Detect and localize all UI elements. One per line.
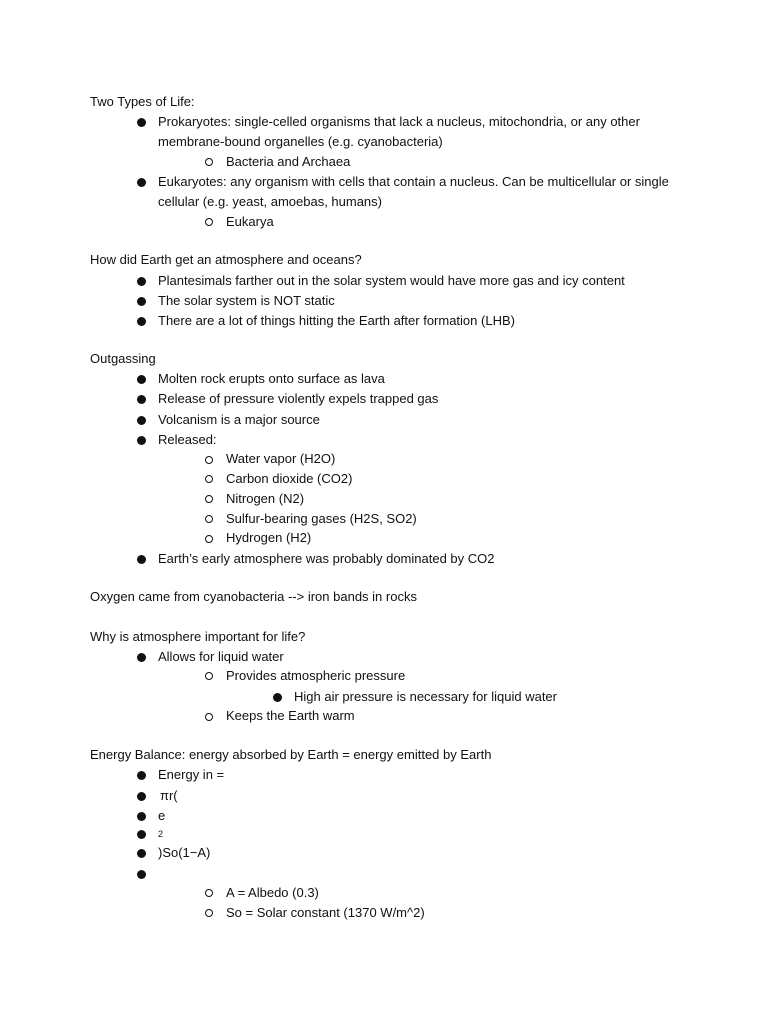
bullet-icon bbox=[137, 812, 146, 821]
list-item-energy-in: Energy in = bbox=[158, 767, 225, 782]
heading-atmosphere-importance: Why is atmosphere important for life? bbox=[90, 629, 306, 644]
sub-sub-item-high-pressure: High air pressure is necessary for liquid water bbox=[294, 689, 557, 704]
sub-item-albedo: A = Albedo (0.3) bbox=[226, 885, 319, 900]
bullet-icon bbox=[137, 870, 146, 879]
sub-item-gas: Sulfur-bearing gases (H2S, SO2) bbox=[226, 511, 417, 526]
sub-item-gas: Water vapor (H2O) bbox=[226, 451, 336, 466]
circle-bullet-icon bbox=[205, 456, 213, 464]
list-item-liquid-water: Allows for liquid water bbox=[158, 649, 284, 664]
list-item: Release of pressure violently expels trapped gas bbox=[158, 391, 439, 406]
circle-bullet-icon bbox=[205, 535, 213, 543]
list-item-prokaryotes-cont: membrane-bound organelles (e.g. cyanobacteria) bbox=[158, 134, 443, 149]
list-item: Volcanism is a major source bbox=[158, 412, 320, 427]
sub-item-solar-constant: So = Solar constant (1370 W/m^2) bbox=[226, 905, 425, 920]
list-item-early-atmosphere: Earth’s early atmosphere was probably dominated by CO2 bbox=[158, 551, 495, 566]
sub-item-gas: Nitrogen (N2) bbox=[226, 491, 305, 506]
bullet-icon bbox=[137, 277, 146, 286]
circle-bullet-icon bbox=[205, 672, 213, 680]
bullet-icon bbox=[137, 771, 146, 780]
bullet-icon bbox=[137, 297, 146, 306]
list-item-prokaryotes: Prokaryotes: single-celled organisms that lack a nucleus, mitochondria, or any other bbox=[158, 114, 640, 129]
list-item-so-1-a: )So(1−A) bbox=[158, 845, 211, 860]
circle-bullet-icon bbox=[205, 218, 213, 226]
bullet-icon bbox=[137, 317, 146, 326]
sub-item-eukarya: Eukarya bbox=[226, 214, 274, 229]
list-item-released: Released: bbox=[158, 432, 217, 447]
list-item: Plantesimals farther out in the solar system would have more gas and icy content bbox=[158, 273, 625, 288]
sub-item-pressure: Provides atmospheric pressure bbox=[226, 668, 406, 683]
list-item: There are a lot of things hitting the Earth after formation (LHB) bbox=[158, 313, 515, 328]
bullet-icon bbox=[137, 653, 146, 662]
circle-bullet-icon bbox=[205, 889, 213, 897]
sub-item-gas: Carbon dioxide (CO2) bbox=[226, 471, 353, 486]
circle-bullet-icon bbox=[205, 158, 213, 166]
circle-bullet-icon bbox=[205, 713, 213, 721]
circle-bullet-icon bbox=[205, 909, 213, 917]
bullet-icon bbox=[137, 830, 146, 839]
heading-two-types-of-life: Two Types of Life: bbox=[90, 94, 195, 109]
statement-oxygen: Oxygen came from cyanobacteria --> iron bands in rocks bbox=[90, 589, 417, 604]
bullet-icon bbox=[137, 178, 146, 187]
circle-bullet-icon bbox=[205, 495, 213, 503]
heading-earth-atmosphere: How did Earth get an atmosphere and oceans? bbox=[90, 252, 362, 267]
bullet-icon bbox=[273, 693, 282, 702]
bullet-icon bbox=[137, 436, 146, 445]
heading-energy-balance: Energy Balance: energy absorbed by Earth = energy emitted by Earth bbox=[90, 747, 492, 762]
list-item-eukaryotes: Eukaryotes: any organism with cells that contain a nucleus. Can be multicellular or single bbox=[158, 174, 669, 189]
bullet-icon bbox=[137, 118, 146, 127]
bullet-icon bbox=[137, 792, 146, 801]
list-item-eukaryotes-cont: cellular (e.g. yeast, amoebas, humans) bbox=[158, 194, 382, 209]
heading-outgassing: Outgassing bbox=[90, 351, 156, 366]
list-item-e: e bbox=[158, 808, 166, 823]
circle-bullet-icon bbox=[205, 515, 213, 523]
sub-item-warm: Keeps the Earth warm bbox=[226, 708, 355, 723]
bullet-icon bbox=[137, 416, 146, 425]
bullet-icon bbox=[137, 375, 146, 384]
list-item-pi-r: πr( bbox=[160, 788, 178, 803]
list-item-superscript-2: 2 bbox=[158, 829, 164, 839]
list-item: Molten rock erupts onto surface as lava bbox=[158, 371, 385, 386]
bullet-icon bbox=[137, 555, 146, 564]
list-item: The solar system is NOT static bbox=[158, 293, 335, 308]
sub-item-gas: Hydrogen (H2) bbox=[226, 530, 312, 545]
bullet-icon bbox=[137, 849, 146, 858]
circle-bullet-icon bbox=[205, 475, 213, 483]
bullet-icon bbox=[137, 395, 146, 404]
sub-item-bacteria-archaea: Bacteria and Archaea bbox=[226, 154, 351, 169]
